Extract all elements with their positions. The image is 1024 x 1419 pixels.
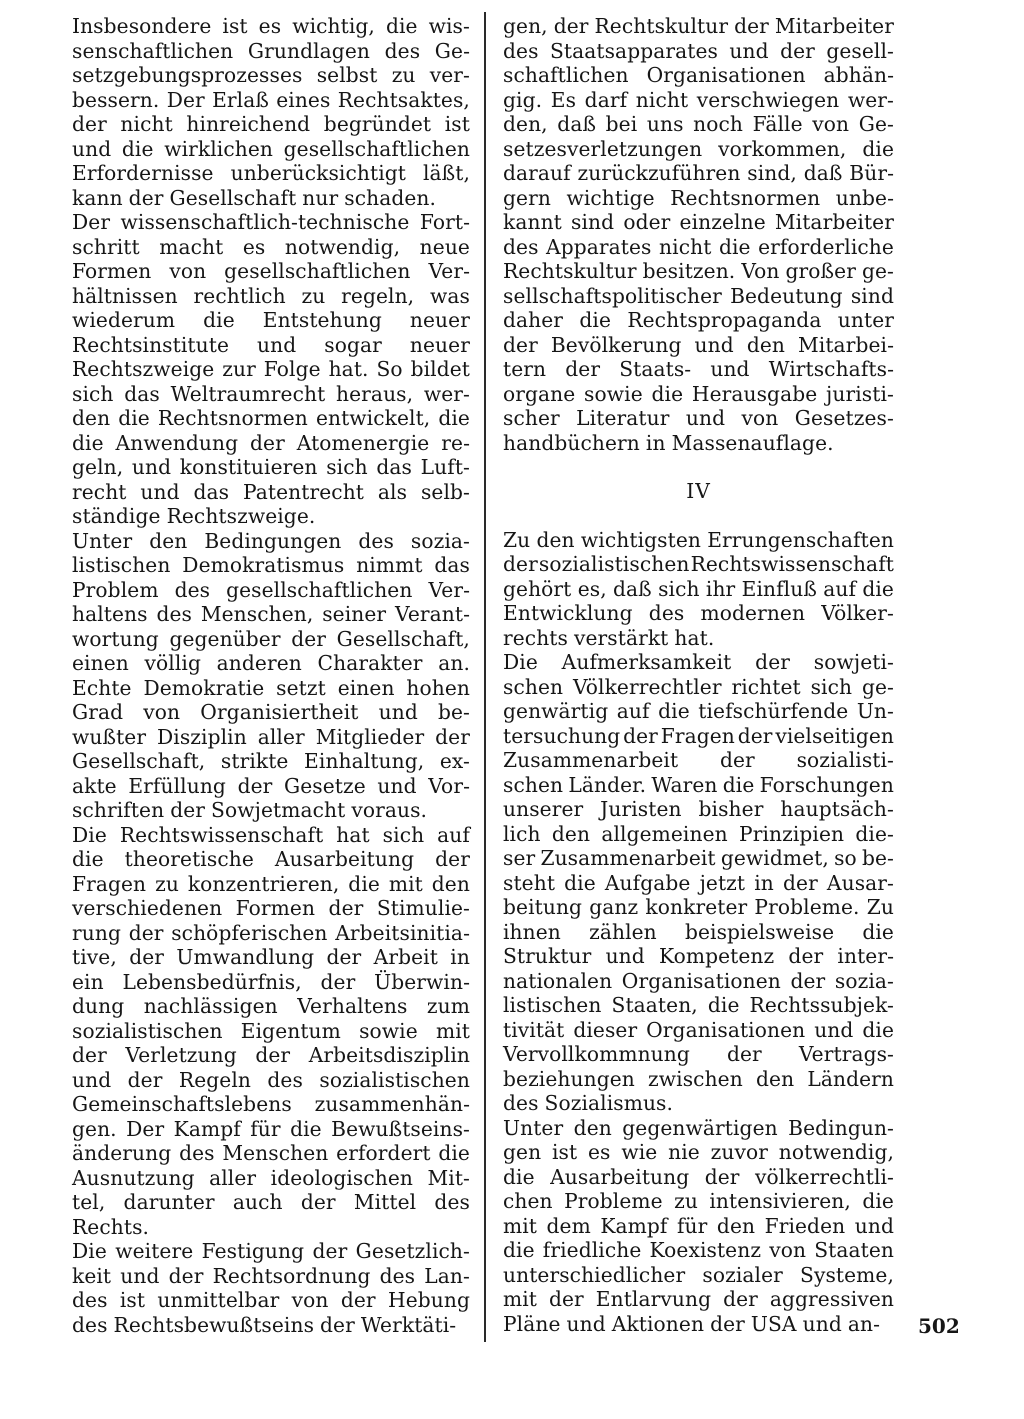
text-line: kannt sind oder einzelne Mitarbeiter	[503, 210, 894, 234]
text-line: setzesverletzungen vorkommen, die	[503, 136, 894, 161]
text-line: tern der Staats- und Wirtschafts-	[503, 357, 894, 381]
text-line: des Rechtsbewußtseins der Werktäti-	[72, 1312, 457, 1337]
page-number: 502	[918, 1314, 960, 1338]
text-line: gen, der Rechtskultur der Mitarbeiter	[503, 14, 894, 38]
text-line: scher Literatur und von Gesetzes-	[503, 406, 894, 430]
text-line: mit dem Kampf für den Frieden und	[503, 1213, 894, 1238]
text-line: organe sowie die Herausgabe juristi-	[503, 381, 894, 406]
text-line: Rechts.	[72, 1214, 150, 1239]
text-line: Unter den Bedingungen des sozia-	[72, 528, 470, 553]
text-line: sozialistischen Eigentum sowie mit	[72, 1018, 470, 1043]
text-line: hältnissen rechtlich zu regeln, was	[72, 283, 470, 308]
text-line: des ist unmittelbar von der Hebung	[72, 1288, 470, 1312]
text-line: nationalen Organisationen der sozia-	[503, 968, 894, 993]
text-line: ihnen zählen beispielsweise die	[503, 919, 894, 944]
paragraph	[72, 1239, 470, 1337]
text-line: Gemeinschaftslebens zusammenhän-	[72, 1092, 470, 1116]
text-line: rechts verstärkt hat.	[503, 625, 715, 650]
text-line: Rechtsinstitute und sogar neuer	[72, 332, 470, 357]
text-line: Problem des gesellschaftlichen Ver-	[72, 577, 470, 602]
text-line: Die Rechtswissenschaft hat sich auf	[72, 822, 470, 847]
text-line: schaftlichen Organisationen abhän-	[503, 63, 894, 87]
text-line: Pläne und Aktionen der USA und an-	[503, 1311, 881, 1336]
text-line: handbüchern in Massenauflage.	[503, 430, 834, 455]
text-line: Gesellschaft, strikte Einhaltung, ex-	[72, 749, 470, 773]
text-line: tersuchung der Fragen der vielseitigen	[503, 723, 894, 748]
text-line: Der wissenschaftlich-technische Fort-	[72, 210, 470, 234]
text-line: Zusammenarbeit der sozialisti-	[503, 748, 894, 772]
text-line: schriften der Sowjetmacht voraus.	[72, 798, 428, 822]
text-line: listischen Demokratismus nimmt das	[72, 553, 470, 577]
text-line: tive, der Umwandlung der Arbeit in	[72, 945, 470, 969]
text-line: schen Länder. Waren die Forschungen	[503, 772, 894, 797]
text-line: Rechtszweige zur Folge hat. So bildet	[72, 357, 470, 381]
text-line: gern wichtige Rechtsnormen unbe-	[503, 185, 894, 210]
text-line: ständige Rechtszweige.	[72, 504, 316, 528]
paragraph	[72, 210, 470, 529]
paragraph	[72, 14, 470, 210]
text-line: beitung ganz konkreter Probleme. Zu	[503, 895, 894, 919]
text-line: haltens des Menschen, seiner Verant-	[72, 602, 470, 626]
text-line: verschiedenen Formen der Stimulie-	[72, 896, 470, 920]
text-line: gen. Der Kampf für die Bewußtseins-	[72, 1116, 470, 1141]
text-line: der sozialistischen Rechtswissenschaft	[503, 552, 894, 576]
paragraph	[72, 823, 470, 1240]
text-line: sich das Weltraumrecht heraus, wer-	[72, 381, 470, 406]
text-line: unterschiedlicher sozialer Systeme,	[503, 1262, 894, 1287]
text-line: den, daß bei uns noch Fälle von Ge-	[503, 112, 894, 136]
text-line: tel, darunter auch der Mittel des	[72, 1190, 470, 1214]
text-line: Grad von Organisiertheit und be-	[72, 700, 470, 724]
text-line: des Staatsapparates und der gesell-	[503, 38, 894, 63]
text-line: geln, und konstituieren sich das Luft-	[72, 455, 470, 479]
right-column-text-before-heading	[503, 14, 894, 455]
text-line: die Anwendung der Atomenergie re-	[72, 430, 470, 455]
paragraph	[503, 1116, 894, 1337]
text-line: senschaftlichen Grundlagen des Ge-	[72, 38, 470, 63]
text-line: Struktur und Kompetenz der inter-	[503, 944, 894, 968]
text-line: Entwicklung des modernen Völker-	[503, 601, 894, 625]
text-line: der nicht hinreichend begründet ist	[72, 112, 470, 136]
paragraph	[72, 529, 470, 823]
text-line: gehört es, daß sich ihr Einfluß auf die	[503, 576, 894, 601]
text-line: dung nachlässigen Verhaltens zum	[72, 994, 470, 1018]
text-line: der Bevölkerung und den Mitarbei-	[503, 332, 894, 357]
text-line: ser Zusammenarbeit gewidmet, so be-	[503, 846, 894, 870]
paragraph	[503, 528, 894, 651]
text-line: keit und der Rechtsordnung des Lan-	[72, 1263, 470, 1288]
text-line: wiederum die Entstehung neuer	[72, 308, 470, 332]
text-line: steht die Aufgabe jetzt in der Ausar-	[503, 870, 894, 895]
text-line: daher die Rechtspropaganda unter	[503, 308, 894, 332]
right-column	[503, 14, 894, 1336]
paragraph	[503, 650, 894, 1116]
text-line: änderung des Menschen erfordert die	[72, 1141, 470, 1165]
text-line: die Ausarbeitung der völkerrechtli-	[503, 1164, 894, 1189]
text-line: wortung gegenüber der Gesellschaft,	[72, 626, 470, 651]
text-line: rung der schöpferischen Arbeitsinitia-	[72, 920, 470, 945]
text-line: die friedliche Koexistenz von Staaten	[503, 1238, 894, 1262]
text-line: Vervollkommnung der Vertrags-	[503, 1042, 894, 1066]
text-line: genwärtig auf die tiefschürfende Un-	[503, 699, 894, 723]
text-line: einen völlig anderen Charakter an.	[72, 651, 470, 675]
text-line: Erfordernisse unberücksichtigt läßt,	[72, 161, 470, 185]
text-line: Die weitere Festigung der Gesetzlich-	[72, 1239, 470, 1263]
text-line: beziehungen zwischen den Ländern	[503, 1066, 894, 1091]
text-line: listischen Staaten, die Rechtssubjek-	[503, 993, 894, 1017]
text-line: Formen von gesellschaftlichen Ver-	[72, 259, 470, 283]
column-divider	[484, 12, 486, 1342]
text-line: unserer Juristen bisher hauptsäch-	[503, 797, 894, 821]
text-line: setzgebungsprozesses selbst zu ver-	[72, 63, 470, 87]
text-line: Insbesondere ist es wichtig, die wis-	[72, 14, 470, 38]
section-heading: IV	[686, 479, 711, 503]
text-line: wußter Disziplin aller Mitglieder der	[72, 724, 470, 749]
text-line: gen ist es wie nie zuvor notwendig,	[503, 1140, 894, 1164]
text-line: Echte Demokratie setzt einen hohen	[72, 675, 470, 700]
text-line: chen Probleme zu intensivieren, die	[503, 1189, 894, 1213]
text-line: des Sozialismus.	[503, 1091, 674, 1115]
text-line: schritt macht es notwendig, neue	[72, 234, 470, 259]
text-line: tivität dieser Organisationen und die	[503, 1017, 894, 1042]
text-line: akte Erfüllung der Gesetze und Vor-	[72, 773, 470, 798]
text-line: recht und das Patentrecht als selb-	[72, 479, 470, 504]
text-line: Zu den wichtigsten Errungenschaften	[503, 527, 894, 552]
text-line: die theoretische Ausarbeitung der	[72, 847, 470, 871]
text-line: des Apparates nicht die erforderliche	[503, 234, 894, 259]
text-line: und der Regeln des sozialistischen	[72, 1067, 470, 1092]
text-line: Unter den gegenwärtigen Bedingun-	[503, 1115, 894, 1140]
text-line: darauf zurückzuführen sind, daß Bür-	[503, 161, 894, 185]
text-line: lich den allgemeinen Prinzipien die-	[503, 821, 894, 846]
text-line: der Verletzung der Arbeitsdisziplin	[72, 1043, 470, 1067]
text-line: Fragen zu konzentrieren, die mit den	[72, 871, 470, 896]
text-line: sellschaftspolitischer Bedeutung sind	[503, 283, 894, 308]
left-column	[72, 14, 470, 1337]
text-line: kann der Gesellschaft nur schaden.	[72, 185, 437, 210]
text-line: schen Völkerrechtler richtet sich ge-	[503, 674, 894, 699]
text-line: bessern. Der Erlaß eines Rechtsaktes,	[72, 87, 470, 112]
text-line: Rechtskultur besitzen. Von großer ge-	[503, 259, 894, 283]
text-line: mit der Entlarvung der aggressiven	[503, 1287, 894, 1311]
text-line: gig. Es darf nicht verschwiegen wer-	[503, 87, 894, 112]
paragraph	[503, 14, 894, 455]
text-line: ein Lebensbedürfnis, der Überwin-	[72, 969, 470, 994]
right-column-text-after-heading	[503, 528, 894, 1337]
text-line: Ausnutzung aller ideologischen Mit-	[72, 1165, 470, 1190]
text-line: Die Aufmerksamkeit der sowjeti-	[503, 650, 894, 674]
text-line: und die wirklichen gesellschaftlichen	[72, 136, 470, 161]
text-line: den die Rechtsnormen entwickelt, die	[72, 406, 470, 430]
